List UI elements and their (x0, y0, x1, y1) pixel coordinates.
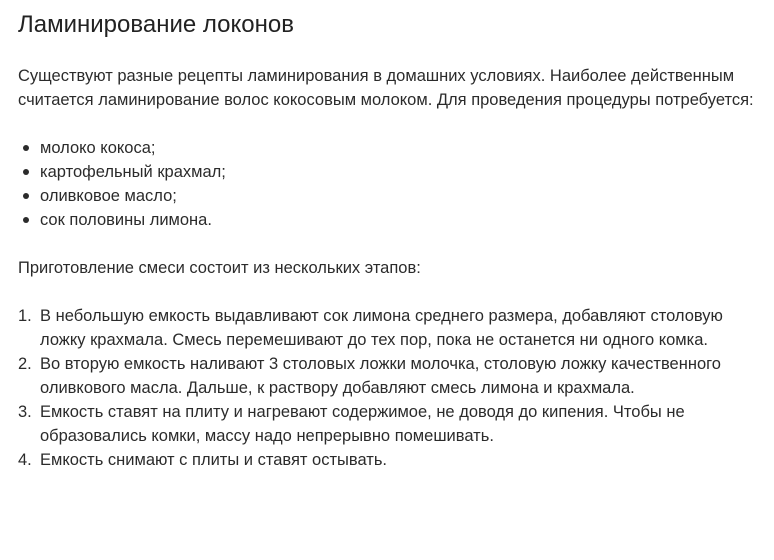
list-item (18, 208, 756, 232)
bullet-icon (23, 217, 29, 223)
article-title: Ламинирование локонов (18, 11, 294, 38)
bullet-icon (23, 145, 29, 151)
list-item (18, 352, 756, 400)
step-number: 4. (18, 451, 32, 469)
step-text: Емкость ставят на плиту и нагревают содержимое, не доводя до кипения. Чтобы не образовались комки, массу надо непрерывно помешивать. (40, 403, 685, 445)
step-text: Емкость снимают с плиты и ставят остывать. (40, 451, 388, 469)
list-item (18, 304, 756, 352)
step-text: Во вторую емкость наливают 3 столовых ложки молочка, столовую ложку качественного оливкового масла. Дальше, к раствору добавляют смесь лимона и крахмала. (40, 355, 721, 397)
list-item (18, 160, 756, 184)
steps-list (18, 304, 756, 472)
bullet-icon (23, 193, 29, 199)
ingredient-text: сок половины лимона. (40, 211, 212, 229)
ingredients-list (18, 136, 756, 232)
step-number: 1. (18, 307, 32, 325)
ingredient-text: картофельный крахмал; (40, 163, 226, 181)
list-item (18, 400, 756, 448)
bullet-icon (23, 169, 29, 175)
step-number: 3. (18, 403, 32, 421)
ingredient-text: оливковое масло; (40, 187, 177, 205)
intro-paragraph: Существуют разные рецепты ламинирования в домашних условиях. Наиболее действенным считается ламинирование волос кокосовым молоком. Для проведения процедуры потребуется: (18, 67, 754, 109)
ingredient-text: молоко кокоса; (40, 139, 156, 157)
list-item (18, 136, 756, 160)
step-number: 2. (18, 355, 32, 373)
list-item (18, 184, 756, 208)
list-item (18, 448, 756, 472)
step-text: В небольшую емкость выдавливают сок лимона среднего размера, добавляют столовую ложку крахмала. Смесь перемешивают до тех пор, пока не останется ни одного комка. (40, 307, 723, 349)
steps-intro-paragraph: Приготовление смеси состоит из нескольких этапов: (18, 259, 421, 277)
